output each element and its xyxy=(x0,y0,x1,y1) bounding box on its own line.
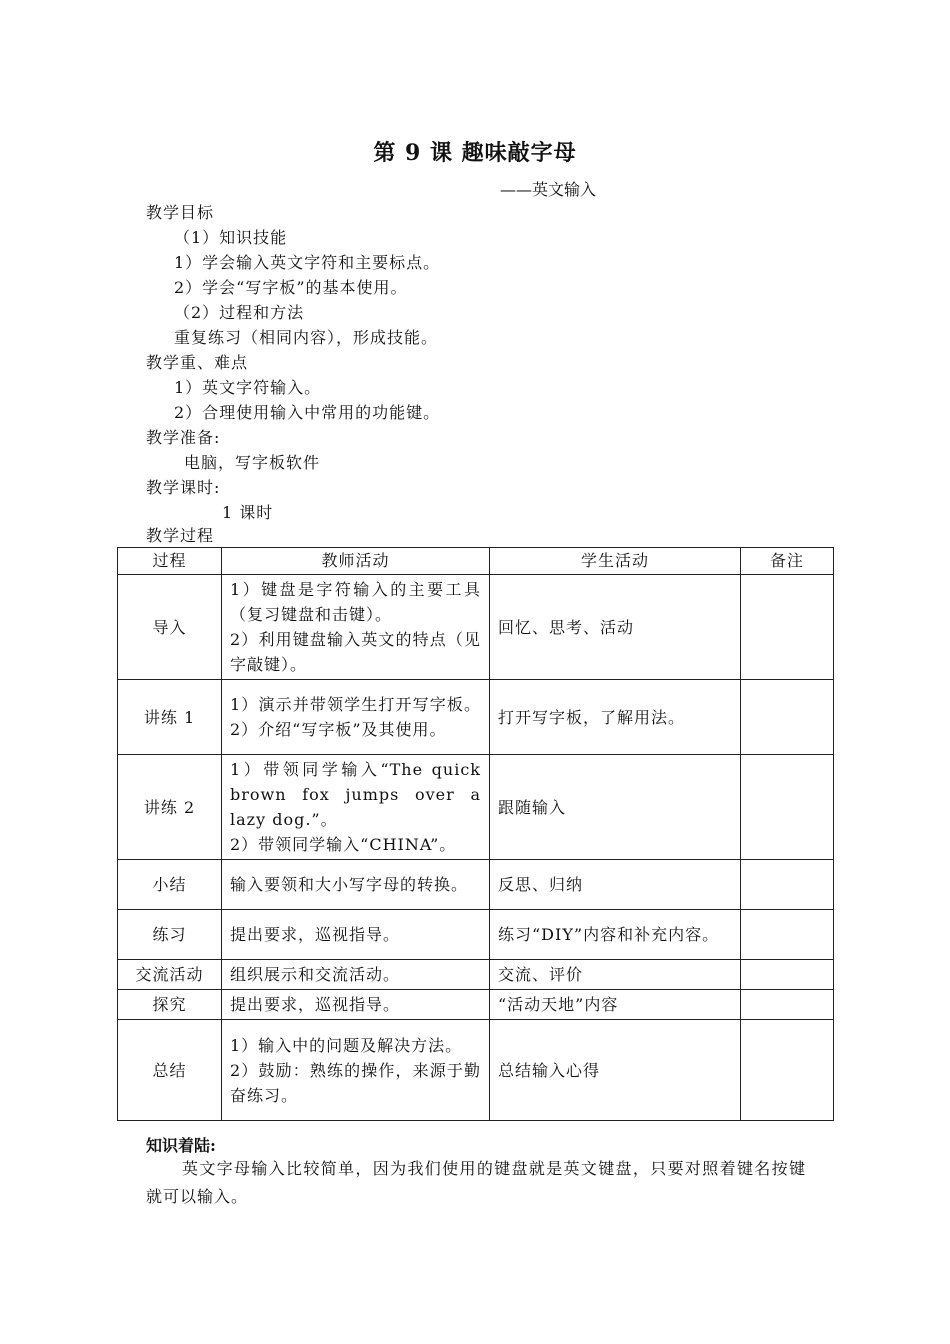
student-cell: 练习“DIY”内容和补充内容。 xyxy=(490,910,741,960)
stage-cell: 总结 xyxy=(118,1020,222,1121)
duration-heading: 教学课时: xyxy=(146,478,221,497)
preparation-text: 电脑，写字板软件 xyxy=(184,453,321,472)
duration-text: 1 课时 xyxy=(222,503,274,522)
stage-cell: 探究 xyxy=(118,990,222,1020)
teacher-line: 组织展示和交流活动。 xyxy=(230,965,401,984)
table-row xyxy=(118,1020,834,1121)
teacher-line: 2）带领同学输入“CHINA”。 xyxy=(230,835,457,854)
teacher-cell xyxy=(222,575,490,680)
objective-item: （2）过程和方法 xyxy=(174,303,305,322)
objectives-heading: 教学目标 xyxy=(146,203,215,222)
table-row xyxy=(118,860,834,910)
note-cell xyxy=(741,680,834,755)
stage-cell: 导入 xyxy=(118,575,222,680)
process-heading: 教学过程 xyxy=(146,526,215,545)
teacher-cell xyxy=(222,990,490,1020)
table-row xyxy=(118,680,834,755)
teacher-cell xyxy=(222,910,490,960)
teacher-cell xyxy=(222,1020,490,1121)
teacher-cell xyxy=(222,755,490,860)
teacher-line: 1）输入中的问题及解决方法。 xyxy=(230,1035,463,1055)
column-header: 教师活动 xyxy=(222,548,490,575)
teacher-line: 2）利用键盘输入英文的特点（见字敲键）。 xyxy=(230,630,481,674)
note-cell xyxy=(741,910,834,960)
teacher-line: 输入要领和大小写字母的转换。 xyxy=(230,875,469,894)
lesson-subtitle: ——英文输入 xyxy=(500,180,597,199)
stage-cell: 练习 xyxy=(118,910,222,960)
note-cell xyxy=(741,1020,834,1121)
teacher-cell xyxy=(222,960,490,990)
table-row xyxy=(118,960,834,990)
column-header: 备注 xyxy=(741,548,834,575)
table-row xyxy=(118,910,834,960)
teacher-line: 1）带领同学输入“The quick brown fox jumps over a lazy dog.”。 xyxy=(230,760,481,829)
note-cell xyxy=(741,575,834,680)
student-cell: 打开写字板，了解用法。 xyxy=(490,680,741,755)
key-point-item: 1）英文字符输入。 xyxy=(174,378,322,397)
teacher-cell xyxy=(222,860,490,910)
teacher-line: 2）鼓励：熟练的操作，来源于勤奋练习。 xyxy=(230,1060,481,1105)
column-header: 学生活动 xyxy=(490,548,741,575)
lesson-title: 第 9 课 趣味敲字母 xyxy=(373,140,577,166)
note-cell xyxy=(741,960,834,990)
teacher-line: 提出要求，巡视指导。 xyxy=(230,995,401,1014)
objective-item: 重复练习（相同内容），形成技能。 xyxy=(174,328,439,347)
objective-item: （1）知识技能 xyxy=(174,228,288,247)
teacher-cell xyxy=(222,680,490,755)
stage-cell: 交流活动 xyxy=(118,960,222,990)
student-cell: 跟随输入 xyxy=(490,755,741,860)
column-header: 过程 xyxy=(118,548,222,575)
student-cell: 交流、评价 xyxy=(490,960,741,990)
teacher-line: 1）演示并带领学生打开写字板。2）介绍“写字板”及其使用。 xyxy=(230,695,481,739)
key-point-item: 2）合理使用输入中常用的功能键。 xyxy=(174,403,441,422)
teacher-line: 提出要求，巡视指导。 xyxy=(230,925,401,944)
preparation-heading: 教学准备: xyxy=(146,428,221,447)
stage-cell: 讲练 1 xyxy=(118,680,222,755)
teacher-line: 1）键盘是字符输入的主要工具（复习键盘和击键）。 xyxy=(230,580,481,624)
stage-cell: 小结 xyxy=(118,860,222,910)
note-cell xyxy=(741,990,834,1020)
note-cell xyxy=(741,755,834,860)
key-points-heading: 教学重、难点 xyxy=(146,353,249,372)
stage-cell: 讲练 2 xyxy=(118,755,222,860)
process-table xyxy=(117,547,834,1121)
student-cell: “活动天地”内容 xyxy=(490,990,741,1020)
note-cell xyxy=(741,860,834,910)
table-row xyxy=(118,990,834,1020)
knowledge-text: 英文字母输入比较简单，因为我们使用的键盘就是英文键盘，只要对照着键名按键就可以输入。 xyxy=(146,1159,806,1206)
table-row xyxy=(118,755,834,860)
table-row xyxy=(118,575,834,680)
objective-item: 1）学会输入英文字符和主要标点。 xyxy=(174,253,441,272)
student-cell: 反思、归纳 xyxy=(490,860,741,910)
table-header-row xyxy=(118,548,834,575)
objective-item: 2）学会“写字板”的基本使用。 xyxy=(174,278,408,297)
student-cell: 总结输入心得 xyxy=(490,1020,741,1121)
knowledge-heading: 知识着陆: xyxy=(146,1136,216,1155)
student-cell: 回忆、思考、活动 xyxy=(490,575,741,680)
